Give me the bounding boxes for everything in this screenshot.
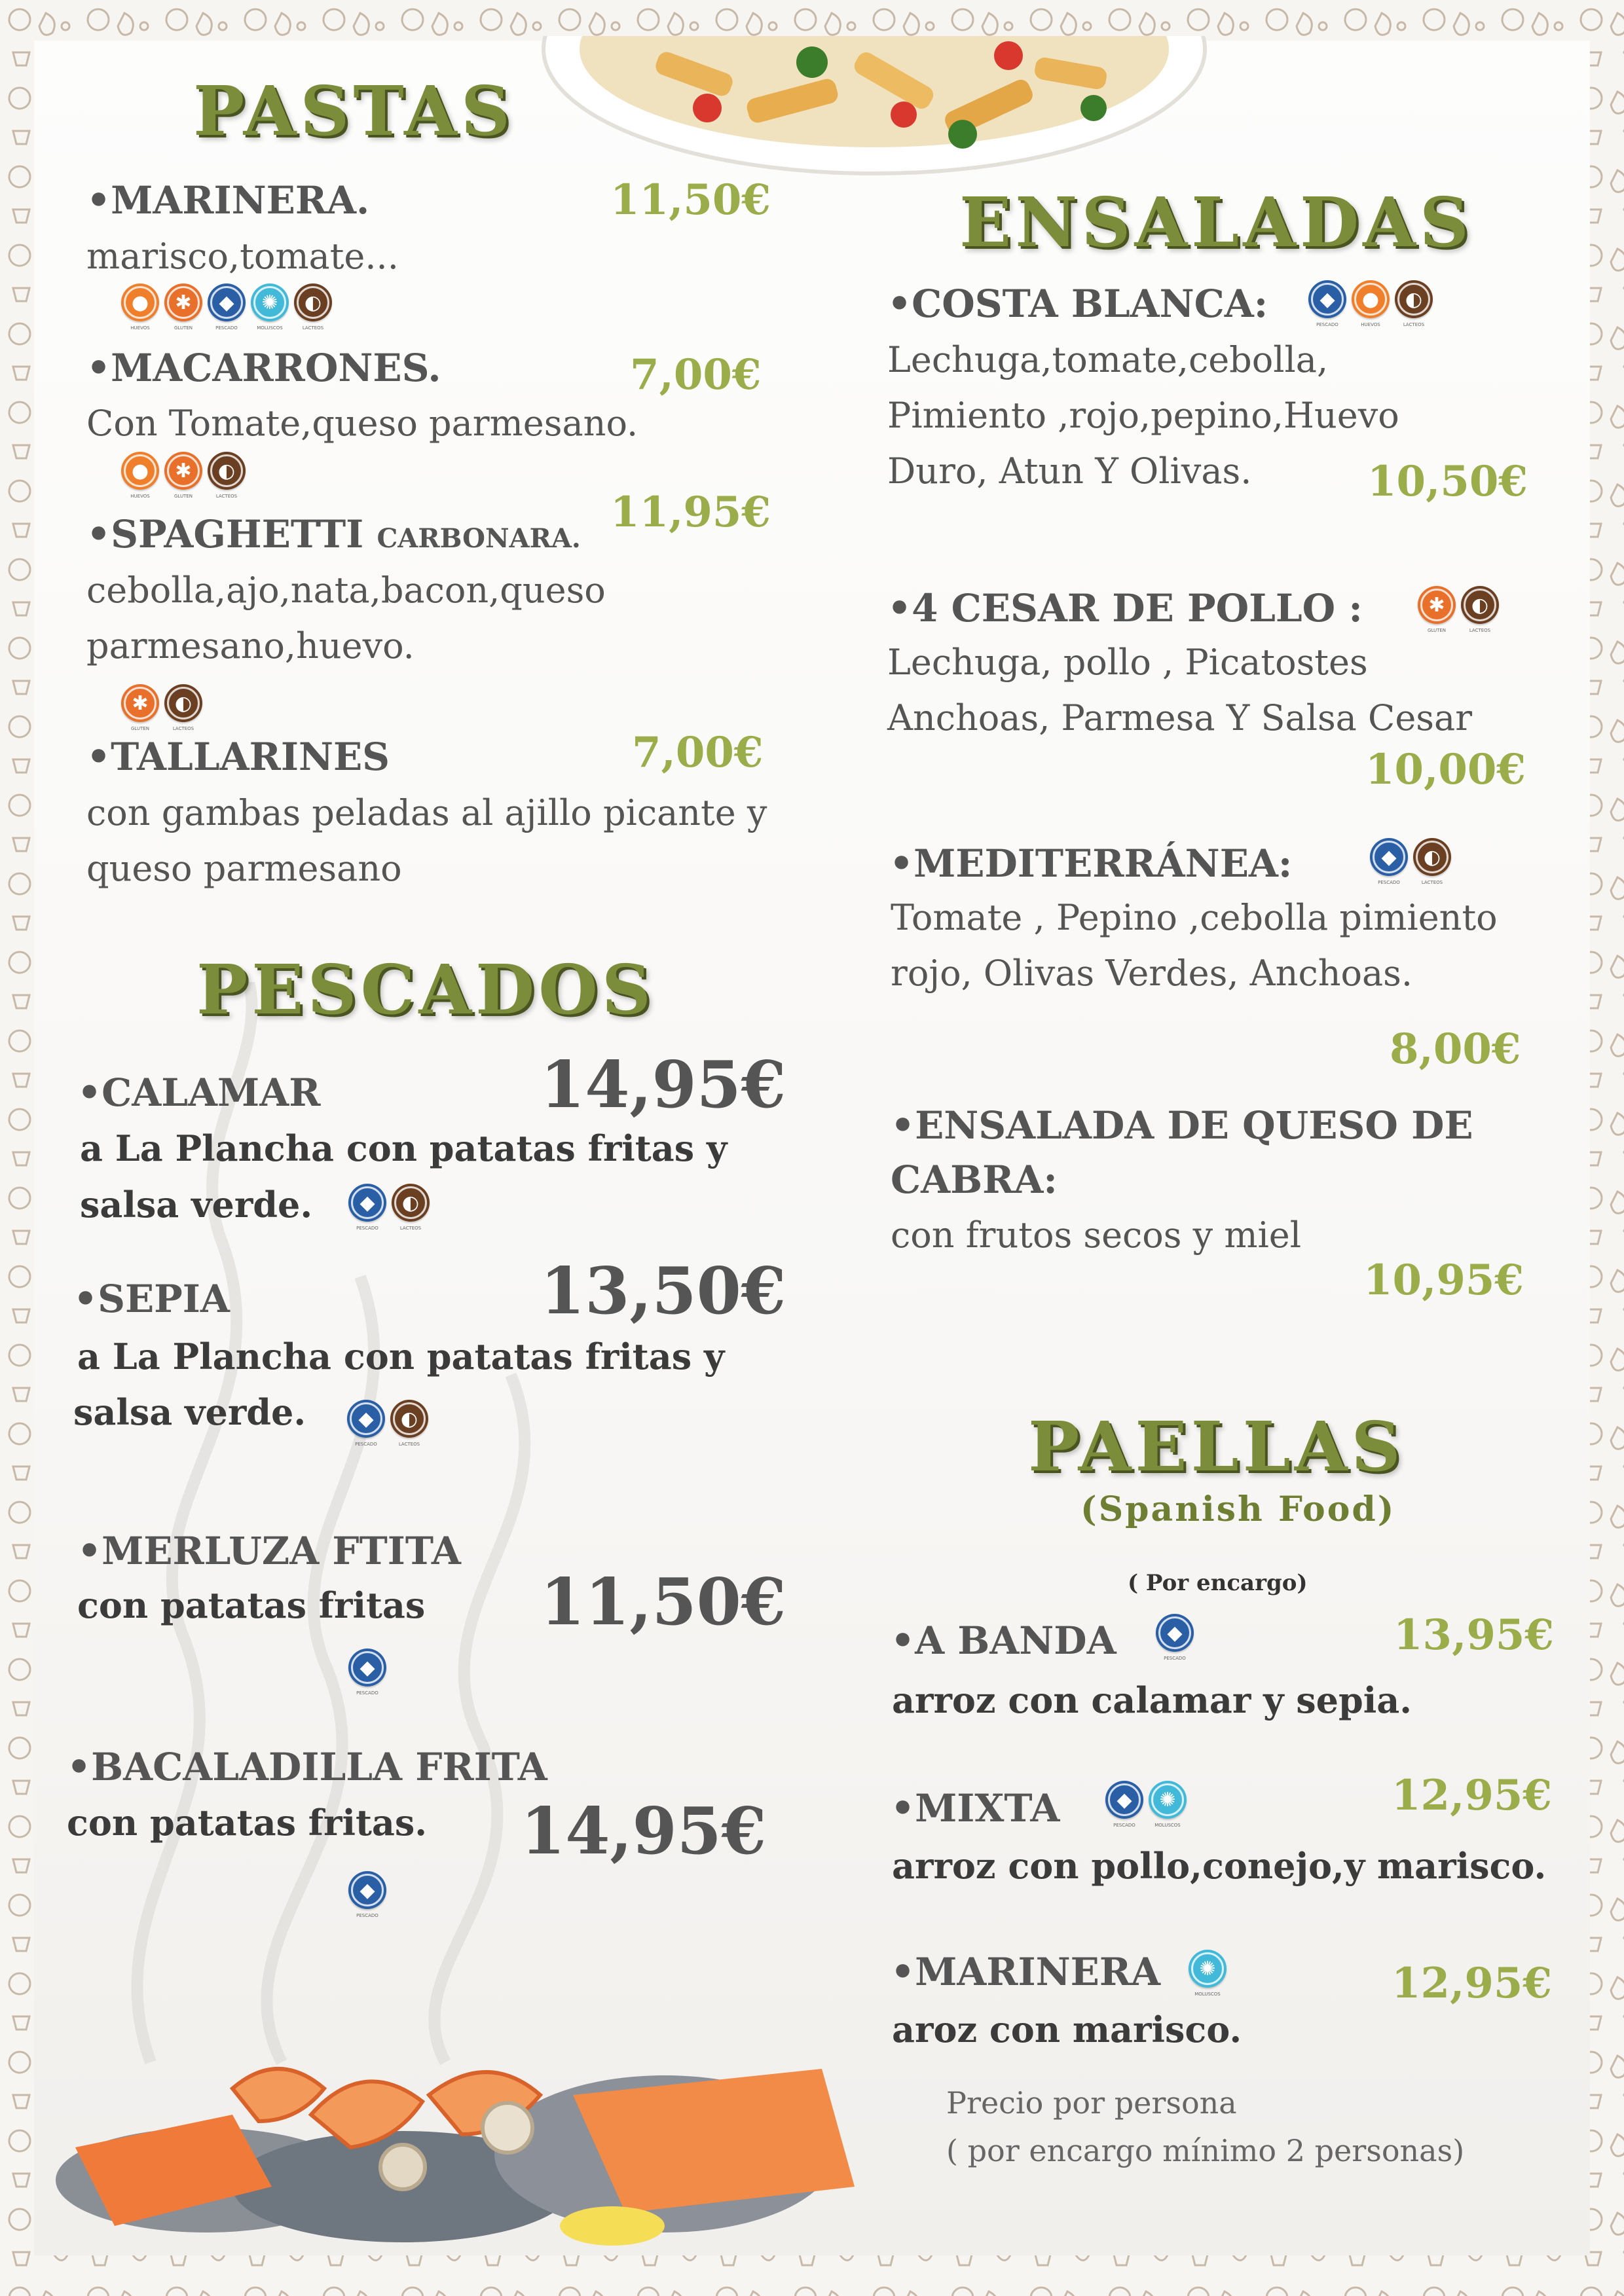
item-price-costa-blanca: 10,50€ bbox=[1367, 457, 1528, 506]
lactose-icon bbox=[294, 283, 332, 331]
item-desc-queso-cabra: con frutos secos y miel bbox=[891, 1214, 1302, 1256]
pasta-dish-image bbox=[537, 36, 1211, 177]
allergen-caption: GLUTEN bbox=[130, 726, 150, 731]
allergen-caption: GLUTEN bbox=[1427, 628, 1447, 633]
item-name-merluza: •MERLUZA FTITA bbox=[77, 1529, 461, 1573]
gluten-icon-glyph: ✱ bbox=[1428, 593, 1445, 617]
item-desc-costa-blanca-line1: Lechuga,tomate,cebolla, bbox=[887, 339, 1329, 380]
egg-icon bbox=[121, 283, 159, 331]
item-desc-marinera-pasta: marisco,tomate... bbox=[86, 236, 399, 277]
item-price-mediterranea: 8,00€ bbox=[1390, 1025, 1521, 1074]
allergen-icons-a-banda bbox=[1156, 1614, 1194, 1661]
gluten-icon-glyph: ✱ bbox=[175, 459, 192, 483]
item-price-spaghetti: 11,95€ bbox=[610, 488, 771, 537]
item-desc-spaghetti-line1: cebolla,ajo,nata,bacon,queso bbox=[86, 570, 606, 611]
fish-icon-glyph: ◆ bbox=[1320, 287, 1335, 311]
item-name-a-banda: •A BANDA bbox=[891, 1618, 1116, 1663]
allergen-caption: LACTEOS bbox=[398, 1442, 420, 1447]
item-name-cesar-pollo: •4 CESAR DE POLLO : bbox=[887, 586, 1363, 630]
mollusc-icon-glyph: ✺ bbox=[1159, 1788, 1176, 1812]
item-name-marinera-pasta: •MARINERA. bbox=[86, 178, 370, 223]
item-name-queso-cabra-line2: CABRA: bbox=[891, 1157, 1058, 1202]
fish-icon bbox=[208, 283, 246, 331]
item-desc-bacaladilla: con patatas fritas. bbox=[67, 1802, 428, 1844]
allergen-icons-marinera-paella bbox=[1189, 1950, 1227, 1997]
item-name-sepia: •SEPIA bbox=[73, 1277, 230, 1321]
item-name-spaghetti bbox=[86, 512, 581, 556]
lactose-icon-glyph: ◐ bbox=[400, 1407, 418, 1430]
item-desc-a-banda: arroz con calamar y sepia. bbox=[892, 1679, 1412, 1721]
section-title-pescados: PESCADOS bbox=[196, 949, 655, 1030]
lactose-icon bbox=[1461, 586, 1499, 633]
allergen-caption: MOLUSCOS bbox=[1194, 1992, 1221, 1997]
allergen-icons-sepia bbox=[347, 1400, 428, 1447]
item-price-merluza: 11,50€ bbox=[540, 1565, 786, 1640]
item-price-sepia: 13,50€ bbox=[540, 1254, 786, 1329]
gluten-icon-glyph: ✱ bbox=[132, 691, 149, 715]
item-desc-tallarines-line1: con gambas peladas al ajillo picante y bbox=[86, 792, 767, 833]
mollusc-icon-glyph: ✺ bbox=[1199, 1957, 1216, 1980]
item-price-mixta: 12,95€ bbox=[1392, 1771, 1552, 1820]
item-desc-macarrones: Con Tomate,queso parmesano. bbox=[86, 403, 638, 444]
gluten-icon-glyph: ✱ bbox=[175, 291, 192, 314]
egg-icon bbox=[1352, 280, 1390, 327]
egg-icon bbox=[121, 452, 159, 499]
allergen-icons-bacaladilla bbox=[348, 1871, 386, 1918]
allergen-icons-macarrones bbox=[121, 452, 246, 499]
fish-icon bbox=[1156, 1614, 1194, 1661]
lactose-icon bbox=[1395, 280, 1433, 327]
lactose-icon-glyph: ◐ bbox=[217, 459, 236, 483]
item-name-spaghetti-small: CARBONARA. bbox=[377, 523, 581, 554]
item-desc-sepia-line1: a La Plancha con patatas fritas y bbox=[77, 1336, 725, 1377]
allergen-icons-merluza bbox=[348, 1649, 386, 1696]
allergen-caption: PESCADO bbox=[356, 1226, 378, 1231]
allergen-icons-mediterranea bbox=[1370, 838, 1451, 885]
item-name-macarrones: •MACARRONES. bbox=[86, 346, 441, 390]
lactose-icon-glyph: ◐ bbox=[174, 691, 193, 715]
paellas-footer-line1: Precio por persona bbox=[946, 2085, 1237, 2121]
allergen-caption: LACTEOS bbox=[399, 1226, 422, 1231]
allergen-caption: LACTEOS bbox=[302, 325, 324, 331]
egg-icon-glyph: ● bbox=[1361, 287, 1380, 311]
item-name-marinera-paella: •MARINERA bbox=[891, 1950, 1161, 1994]
allergen-caption: GLUTEN bbox=[174, 325, 193, 331]
allergen-caption: PESCADO bbox=[355, 1442, 377, 1447]
allergen-caption: LACTEOS bbox=[1403, 322, 1425, 327]
allergen-icons-spaghetti bbox=[121, 684, 202, 731]
fish-icon-glyph: ◆ bbox=[1116, 1788, 1132, 1812]
allergen-caption: MOLUSCOS bbox=[1154, 1823, 1181, 1828]
gluten-icon bbox=[121, 684, 159, 731]
seafood-image bbox=[36, 2016, 874, 2259]
allergen-caption: LACTEOS bbox=[1421, 880, 1443, 885]
allergen-caption: LACTEOS bbox=[215, 494, 238, 499]
item-desc-costa-blanca-line3: Duro, Atun Y Olivas. bbox=[887, 450, 1252, 492]
allergen-caption: PESCADO bbox=[1113, 1823, 1135, 1828]
item-price-bacaladilla: 14,95€ bbox=[521, 1794, 767, 1869]
fish-icon-glyph: ◆ bbox=[360, 1878, 375, 1902]
item-price-calamar: 14,95€ bbox=[540, 1048, 786, 1123]
item-price-marinera-paella: 12,95€ bbox=[1392, 1959, 1552, 2008]
allergen-icons-marinera-pasta bbox=[121, 283, 332, 331]
lactose-icon-glyph: ◐ bbox=[1423, 845, 1441, 869]
item-price-macarrones: 7,00€ bbox=[630, 350, 762, 399]
lactose-icon-glyph: ◐ bbox=[1471, 593, 1489, 617]
item-desc-marinera-paella: aroz con marisco. bbox=[892, 2009, 1242, 2050]
allergen-caption: PESCADO bbox=[1164, 1656, 1186, 1661]
allergen-caption: HUEVOS bbox=[130, 325, 150, 331]
item-name-bacaladilla: •BACALADILLA FRITA bbox=[67, 1745, 547, 1789]
item-name-mediterranea: •MEDITERRÁNEA: bbox=[889, 841, 1293, 886]
item-price-marinera-pasta: 11,50€ bbox=[610, 175, 771, 225]
allergen-caption: PESCADO bbox=[1378, 880, 1400, 885]
item-desc-costa-blanca-line2: Pimiento ,rojo,pepino,Huevo bbox=[887, 395, 1399, 436]
lactose-icon bbox=[1413, 838, 1451, 885]
item-name-mixta: •MIXTA bbox=[891, 1786, 1060, 1831]
allergen-caption: PESCADO bbox=[215, 325, 238, 331]
allergen-caption: LACTEOS bbox=[1469, 628, 1491, 633]
mollusc-icon-glyph: ✺ bbox=[261, 291, 278, 314]
allergen-caption: PESCADO bbox=[1316, 322, 1338, 327]
item-name-costa-blanca: •COSTA BLANCA: bbox=[887, 282, 1268, 326]
allergen-caption: GLUTEN bbox=[174, 494, 193, 499]
item-desc-tallarines-line2: queso parmesano bbox=[86, 848, 402, 889]
item-desc-calamar-line2: salsa verde. bbox=[80, 1184, 313, 1226]
fish-icon-glyph: ◆ bbox=[360, 1656, 375, 1679]
fish-icon bbox=[1105, 1781, 1143, 1828]
paellas-subtitle: (Spanish Food) bbox=[1080, 1489, 1396, 1529]
mollusc-icon bbox=[251, 283, 289, 331]
section-title-paellas: PAELLAS bbox=[1028, 1406, 1405, 1487]
item-name-tallarines: •TALLARINES bbox=[86, 735, 390, 779]
gluten-icon bbox=[1418, 586, 1456, 633]
egg-icon-glyph: ● bbox=[131, 291, 149, 314]
allergen-caption: PESCADO bbox=[356, 1690, 378, 1696]
paellas-footer-line2: ( por encargo mínimo 2 personas) bbox=[946, 2133, 1465, 2168]
item-desc-mediterranea-line2: rojo, Olivas Verdes, Anchoas. bbox=[891, 953, 1413, 994]
gluten-icon bbox=[164, 452, 202, 499]
lactose-icon-glyph: ◐ bbox=[401, 1191, 420, 1214]
item-desc-merluza: con patatas fritas bbox=[77, 1584, 426, 1626]
mollusc-icon bbox=[1189, 1950, 1227, 1997]
fish-icon bbox=[348, 1649, 386, 1696]
item-desc-mixta: arroz con pollo,conejo,y marisco. bbox=[892, 1845, 1547, 1887]
item-desc-sepia-line2: salsa verde. bbox=[73, 1391, 306, 1433]
allergen-icons-costa-blanca bbox=[1308, 280, 1433, 327]
fish-icon bbox=[1370, 838, 1408, 885]
allergen-icons-calamar bbox=[348, 1184, 430, 1231]
allergen-caption: PESCADO bbox=[356, 1913, 378, 1918]
item-desc-calamar-line1: a La Plancha con patatas fritas y bbox=[80, 1127, 728, 1169]
fish-icon-glyph: ◆ bbox=[1167, 1621, 1183, 1645]
paellas-note: ( Por encargo) bbox=[1128, 1570, 1308, 1596]
allergen-caption: HUEVOS bbox=[1361, 322, 1380, 327]
lactose-icon-glyph: ◐ bbox=[1405, 287, 1423, 311]
fish-icon bbox=[1308, 280, 1346, 327]
lactose-icon-glyph: ◐ bbox=[304, 291, 322, 314]
item-desc-cesar-pollo-line2: Anchoas, Parmesa Y Salsa Cesar bbox=[887, 697, 1473, 738]
item-name-queso-cabra-line1: •ENSALADA DE QUESO DE bbox=[891, 1103, 1473, 1148]
allergen-caption: HUEVOS bbox=[130, 494, 150, 499]
lactose-icon bbox=[392, 1184, 430, 1231]
allergen-caption: MOLUSCOS bbox=[257, 325, 283, 331]
item-desc-spaghetti-line2: parmesano,huevo. bbox=[86, 625, 415, 666]
fish-icon-glyph: ◆ bbox=[1381, 845, 1397, 869]
fish-icon bbox=[348, 1871, 386, 1918]
section-title-pastas: PASTAS bbox=[193, 71, 514, 151]
gluten-icon bbox=[164, 283, 202, 331]
fish-icon-glyph: ◆ bbox=[358, 1407, 374, 1430]
item-price-a-banda: 13,95€ bbox=[1393, 1611, 1554, 1660]
mollusc-icon bbox=[1149, 1781, 1187, 1828]
item-name-spaghetti-main: •SPAGHETTI bbox=[86, 512, 377, 556]
fish-icon bbox=[347, 1400, 385, 1447]
item-name-calamar: •CALAMAR bbox=[77, 1070, 321, 1115]
item-price-queso-cabra: 10,95€ bbox=[1363, 1256, 1524, 1305]
lactose-icon bbox=[208, 452, 246, 499]
allergen-caption: LACTEOS bbox=[172, 726, 194, 731]
item-desc-mediterranea-line1: Tomate , Pepino ,cebolla pimiento bbox=[891, 897, 1498, 938]
allergen-icons-cesar-pollo bbox=[1418, 586, 1499, 633]
fish-icon-glyph: ◆ bbox=[360, 1191, 375, 1214]
egg-icon-glyph: ● bbox=[131, 459, 149, 483]
section-title-ensaladas: ENSALADAS bbox=[959, 182, 1473, 263]
item-price-cesar-pollo: 10,00€ bbox=[1365, 745, 1526, 794]
fish-icon bbox=[348, 1184, 386, 1231]
fish-icon-glyph: ◆ bbox=[219, 291, 234, 314]
item-price-tallarines: 7,00€ bbox=[632, 728, 764, 777]
allergen-icons-mixta bbox=[1105, 1781, 1187, 1828]
item-desc-cesar-pollo-line1: Lechuga, pollo , Picatostes bbox=[887, 642, 1368, 683]
lactose-icon bbox=[164, 684, 202, 731]
lactose-icon bbox=[390, 1400, 428, 1447]
